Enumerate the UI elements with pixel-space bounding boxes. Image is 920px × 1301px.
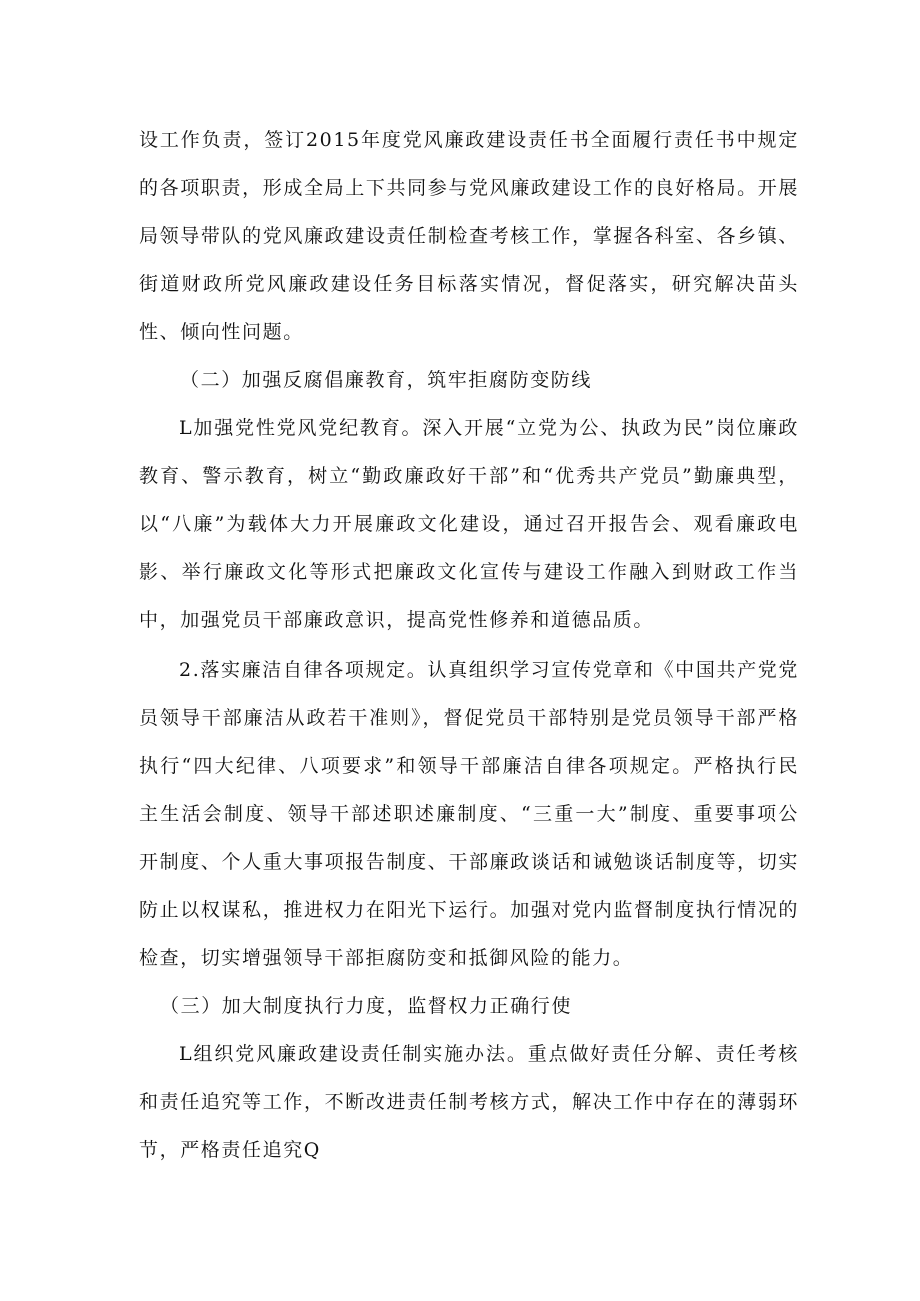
- paragraph-implementation-measures: L组织党风廉政建设责任制实施办法。重点做好责任分解、责任考核和责任追究等工作，不断改进责任制考核方式，解决工作中存在的薄弱环节，严格责任追究Q: [139, 1043, 799, 1161]
- section-heading-system-enforcement: （三）加大制度执行力度，监督权力正确行使: [160, 995, 573, 1017]
- paragraph-self-discipline-rules: 2.落实廉洁自律各项规定。认真组织学习宣传党章和《中国共产党党员领导干部廉洁从政若干准则》，督促党员干部特别是党员领导干部严格执行“四大纪律、八项要求”和领导干部廉洁自律各项规定。严格执行民主生活会制度、领导干部述职述廉制度、“三重一大”制度、重要事项公开制度、个人重大事项报告制度、干部廉政谈话和诫勉谈话制度等，切实防止以权谋私，推进权力在阳光下运行。加强对党内监督制度执行情况的检查，切实增强领导干部拒腐防变和抵御风险的能力。: [139, 659, 799, 969]
- paragraph-responsibility-system: 设工作负责，签订2015年度党风廉政建设责任书全面履行责任书中规定的各项职责，形成全局上下共同参与党风廉政建设工作的良好格局。开展局领导带队的党风廉政建设责任制检查考核工作，掌握各科室、各乡镇、街道财政所党风廉政建设任务目标落实情况，督促落实，研究解决苗头性、倾向性问题。: [139, 129, 799, 343]
- paragraph-party-discipline-education: L加强党性党风党纪教育。深入开展“立党为公、执政为民”岗位廉政教育、警示教育，树立“勤政廉政好干部”和“优秀共产党员”勤廉典型，以“八廉”为载体大力开展廉政文化建设，通过召开报告会、观看廉政电影、举行廉政文化等形式把廉政文化宣传与建设工作融入到财政工作当中，加强党员干部廉政意识，提高党性修养和道德品质。: [139, 417, 799, 631]
- section-heading-anticorruption-education: （二）加强反腐倡廉教育，筑牢拒腐防变防线: [180, 369, 593, 391]
